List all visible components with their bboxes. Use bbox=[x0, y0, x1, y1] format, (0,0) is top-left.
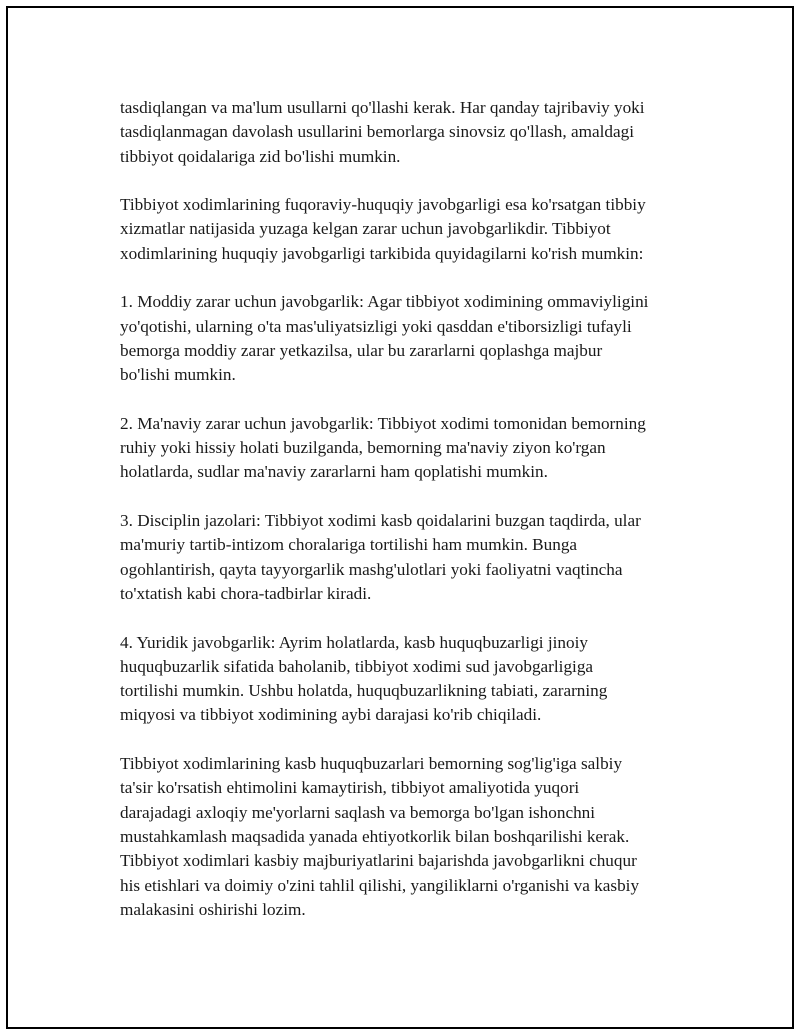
text-line: yo'qotishi, ularning o'ta mas'uliyatsizligi yoki qasddan e'tiborsizligi tufayli bbox=[120, 316, 632, 336]
text-line: miqyosi va tibbiyot xodimining aybi darajasi ko'rib chiqiladi. bbox=[120, 705, 542, 725]
text-line: ta'sir ko'rsatish ehtimolini kamaytirish, tibbiyot amaliyotida yuqori bbox=[120, 778, 580, 798]
text-line: his etishlari va doimiy o'zini tahlil qilishi, yangiliklarni o'rganishi va kasbiy bbox=[120, 875, 640, 895]
text-line: malakasini oshirishi lozim. bbox=[120, 899, 306, 919]
paragraph-disciplinary bbox=[120, 509, 700, 606]
paragraph-moral-damage bbox=[120, 412, 700, 485]
text-line: 3. Disciplin jazolari: Tibbiyot xodimi kasb qoidalarini buzgan taqdirda, ular bbox=[120, 511, 641, 531]
text-line: Tibbiyot xodimlari kasbiy majburiyatlarini bajarishda javobgarlikni chuqur bbox=[120, 851, 637, 871]
text-line: to'xtatish kabi chora-tadbirlar kiradi. bbox=[120, 583, 372, 603]
text-line: tibbiyot qoidalariga zid bo'lishi mumkin. bbox=[120, 146, 401, 166]
text-line: 1. Moddiy zarar uchun javobgarlik: Agar tibbiyot xodimining ommaviyligini bbox=[120, 292, 649, 312]
paragraph-conclusion bbox=[120, 752, 700, 922]
text-line: holatlarda, sudlar ma'naviy zararlarni ham qoplatishi mumkin. bbox=[120, 462, 548, 482]
text-line: 2. Ma'naviy zarar uchun javobgarlik: Tibbiyot xodimi tomonidan bemorning bbox=[120, 413, 646, 433]
text-line: ogohlantirish, qayta tayyorgarlik mashg'ulotlari yoki faoliyatni vaqtincha bbox=[120, 559, 623, 579]
text-line: darajadagi axloqiy me'yorlarni saqlash va bemorga bo'lgan ishonchni bbox=[120, 802, 596, 822]
text-line: bo'lishi mumkin. bbox=[120, 365, 236, 385]
text-line: Tibbiyot xodimlarining kasb huquqbuzarlari bemorning sog'lig'iga salbiy bbox=[120, 754, 623, 774]
text-line: tasdiqlanmagan davolash usullarini bemorlarga sinovsiz qo'llash, amaldagi bbox=[120, 122, 634, 142]
paragraph-legal-liability bbox=[120, 631, 700, 728]
text-line: xodimlarining huquqiy javobgarligi tarkibida quyidagilarni ko'rish mumkin: bbox=[120, 243, 644, 263]
document-body bbox=[120, 96, 700, 946]
paragraph-material-damage bbox=[120, 290, 700, 387]
text-line: huquqbuzarlik sifatida baholanib, tibbiyot xodimi sud javobgarligiga bbox=[120, 656, 594, 676]
text-line: ruhiy yoki hissiy holati buzilganda, bemorning ma'naviy ziyon ko'rgan bbox=[120, 438, 606, 458]
text-line: tasdiqlangan va ma'lum usullarni qo'llashi kerak. Har qanday tajribaviy yoki bbox=[120, 98, 645, 117]
text-line: ma'muriy tartib-intizom choralariga tortilishi ham mumkin. Bunga bbox=[120, 535, 578, 555]
text-line: 4. Yuridik javobgarlik: Ayrim holatlarda, kasb huquqbuzarligi jinoiy bbox=[120, 632, 588, 652]
text-line: tortilishi mumkin. Ushbu holatda, huquqbuzarlikning tabiati, zararning bbox=[120, 681, 608, 701]
paragraph-intro-continuation bbox=[120, 96, 700, 169]
paragraph-civil-liability bbox=[120, 193, 700, 266]
text-line: xizmatlar natijasida yuzaga kelgan zarar uchun javobgarlikdir. Tibbiyot bbox=[120, 219, 611, 239]
text-line: bemorga moddiy zarar yetkazilsa, ular bu zararlarni qoplashga majbur bbox=[120, 340, 603, 360]
page-border bbox=[6, 6, 794, 1029]
text-line: Tibbiyot xodimlarining fuqoraviy-huquqiy javobgarligi esa ko'rsatgan tibbiy bbox=[120, 195, 646, 215]
text-line: mustahkamlash maqsadida yanada ehtiyotkorlik bilan boshqarilishi kerak. bbox=[120, 826, 630, 846]
